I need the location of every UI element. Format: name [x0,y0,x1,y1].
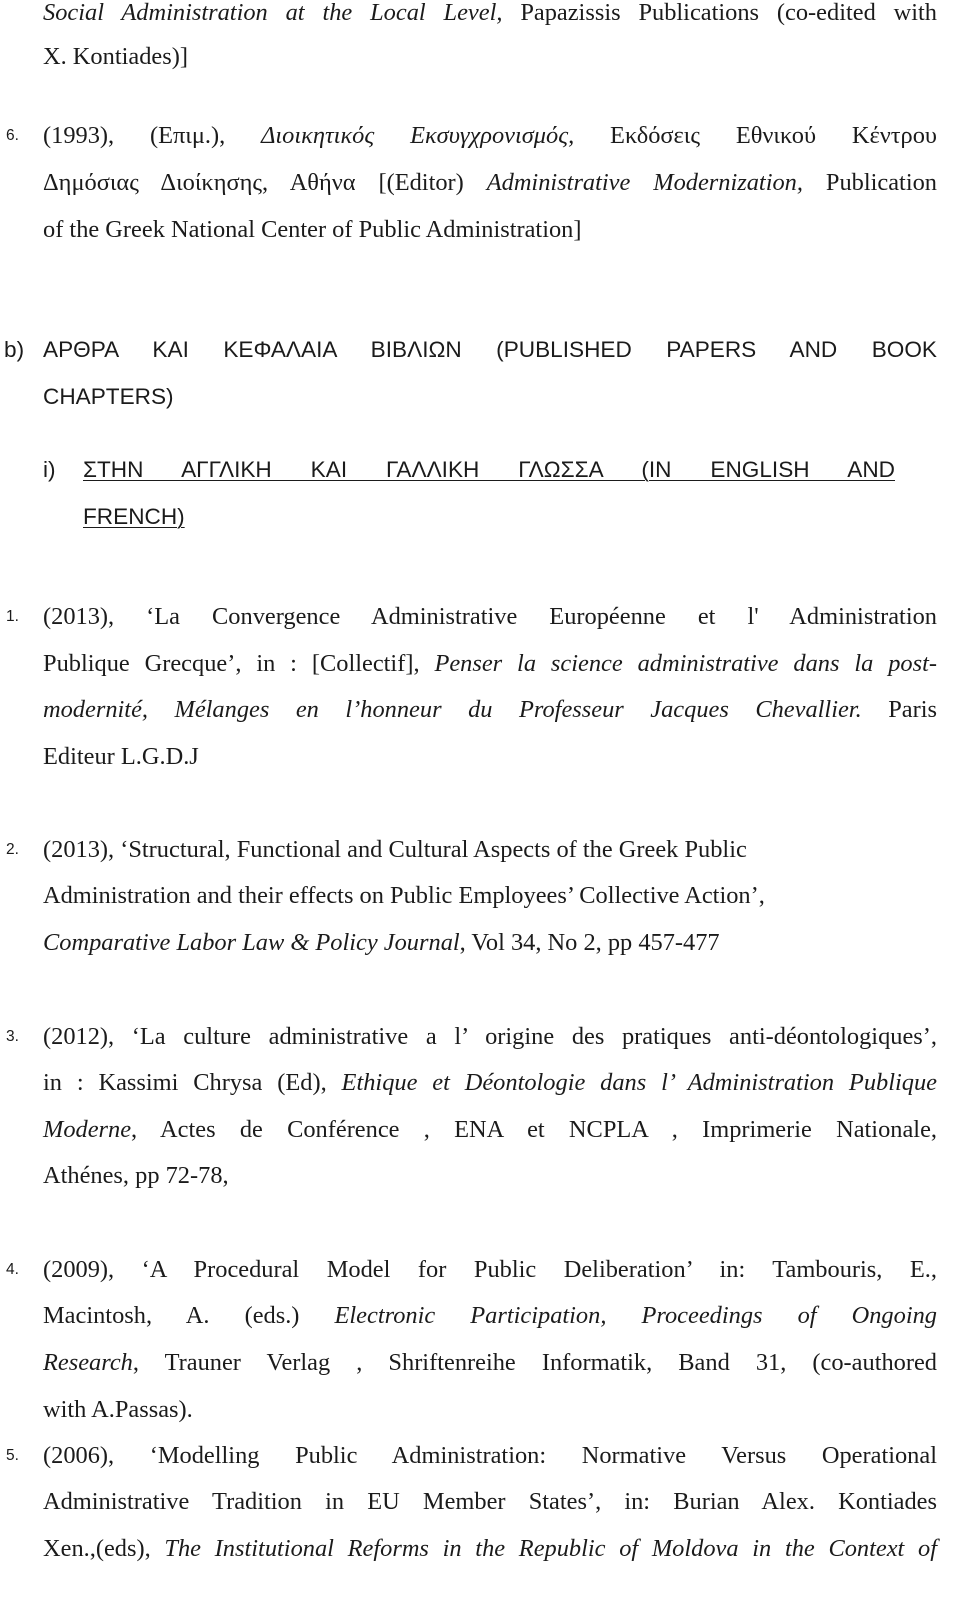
entry-2-line-2: Administration and their effects on Public Employees’ Collective Action’, [43,882,765,909]
entry-6-text: Publication [802,169,937,196]
entry-1-line-2 [43,648,937,680]
entry-6-text: Δημόσιας Διοίκησης, Αθήνα [(Editor) [43,169,487,196]
entry-4-line-3 [43,1347,937,1379]
entry-3-book-title-cont: Moderne [43,1116,132,1143]
entry-1-text: Publique Grecque’, in : [Collectif], [43,650,435,677]
entry-3-line-4: Athénes, pp 72-78, [43,1162,229,1189]
entry-number: 6. [6,127,19,144]
entry-3-line-2 [43,1067,937,1099]
entry-6-line-3: of the Greek National Center of Public Administration] [43,216,582,243]
entry-4-text: Macintosh, A. (eds.) [43,1302,335,1329]
entry-number: 3. [6,1028,19,1045]
entry-1-book-title-cont: modernité, Mélanges en l’honneur du Professeur Jacques Chevallier. [43,696,862,723]
entry-1-line-3 [43,694,937,726]
entry-4-publisher: , Trauner Verlag , Shriftenreihe Informatik, Band 31, (co-authored [132,1349,937,1376]
entry-number: 5. [6,1447,19,1464]
entry-4-book-title-cont: Research [43,1349,133,1376]
section-i-heading-line-1: ΣΤΗΝ ΑΓΓΛΙΚΗ ΚΑΙ ΓΑΛΛΙΚΗ ΓΛΩΣΣΑ (IN ENGLISH AND [83,457,895,482]
entry-3-publisher: , Actes de Conférence , ENA et NCPLA , Imprimerie Nationale, [131,1116,937,1143]
entry-6-publisher: Εκδόσεις Εθνικού Κέντρου [574,122,937,149]
entry-5-book-title: The Institutional Reforms in the Republic of Moldova in the Context of [164,1535,937,1562]
entry-4-line-1: (2009), ‘A Procedural Model for Public Deliberation’ in: Tambouris, E., [43,1256,937,1283]
entry-3-line-1: (2012), ‘La culture administrative a l’ origine des pratiques anti-déontologiques’, [43,1023,937,1050]
entry-3-book-title: Ethique et Déontologie dans l’ Administration Publique [341,1069,937,1096]
entry-2-volume: , Vol 34, No 2, pp 457-477 [459,929,720,956]
entry-5-line-3 [43,1533,937,1565]
entry-1-book-title: Penser la science administrative dans la post- [434,650,937,677]
section-b-heading-line-2: CHAPTERS) [43,384,174,409]
entry-5-line-2: Administrative Tradition in EU Member States’, in: Burian Alex. Kontiades [43,1488,937,1515]
section-b-label: b) [4,337,25,362]
entry-3-line-3 [43,1114,937,1146]
entry-1-line-1: (2013), ‘La Convergence Administrative Européenne et l' Administration [43,603,937,630]
intro-text: Papazissis Publications (co-edited with [502,0,937,26]
entry-number: 1. [6,608,19,625]
entry-5-line-1: (2006), ‘Modelling Public Administration: Normative Versus Operational [43,1442,937,1469]
section-i-label: i) [43,457,56,482]
entry-1-line-4: Editeur L.G.D.J [43,743,199,770]
entry-4-line-4: with A.Passas). [43,1396,193,1423]
entry-2-line-1: (2013), ‘Structural, Functional and Cultural Aspects of the Greek Public [43,836,747,863]
entry-6-text: (1993), (Επιμ.), [43,122,262,149]
entry-2-line-3 [43,927,937,959]
intro-line-2: X. Kontiades)] [43,43,188,70]
intro-line-1 [43,0,937,29]
section-i-heading-line-2: FRENCH) [83,504,185,529]
entry-2-journal: Comparative Labor Law & Policy Journal [43,929,460,956]
entry-6-title: Διοικητικός Εκσυγχρονισμός, [261,122,575,149]
entry-number: 4. [6,1261,19,1278]
entry-4-line-2 [43,1300,937,1332]
intro-title: Social Administration at the Local Level, [43,0,503,26]
entry-5-text: Xen.,(eds), [43,1535,165,1562]
entry-1-place: Paris [861,696,937,723]
entry-3-text: in : Kassimi Chrysa (Ed), [43,1069,342,1096]
entry-6-line-1 [43,120,937,152]
entry-4-book-title: Electronic Participation, Proceedings of Ongoing [334,1302,937,1329]
section-b-heading-line-1: ΑΡΘΡΑ ΚΑΙ ΚΕΦΑΛΑΙΑ ΒΙΒΛΙΩΝ (PUBLISHED PAPERS AND BOOK [43,337,937,362]
entry-number: 2. [6,841,19,858]
entry-6-line-2 [43,167,937,199]
entry-6-english-title: Administrative Modernization, [486,169,803,196]
